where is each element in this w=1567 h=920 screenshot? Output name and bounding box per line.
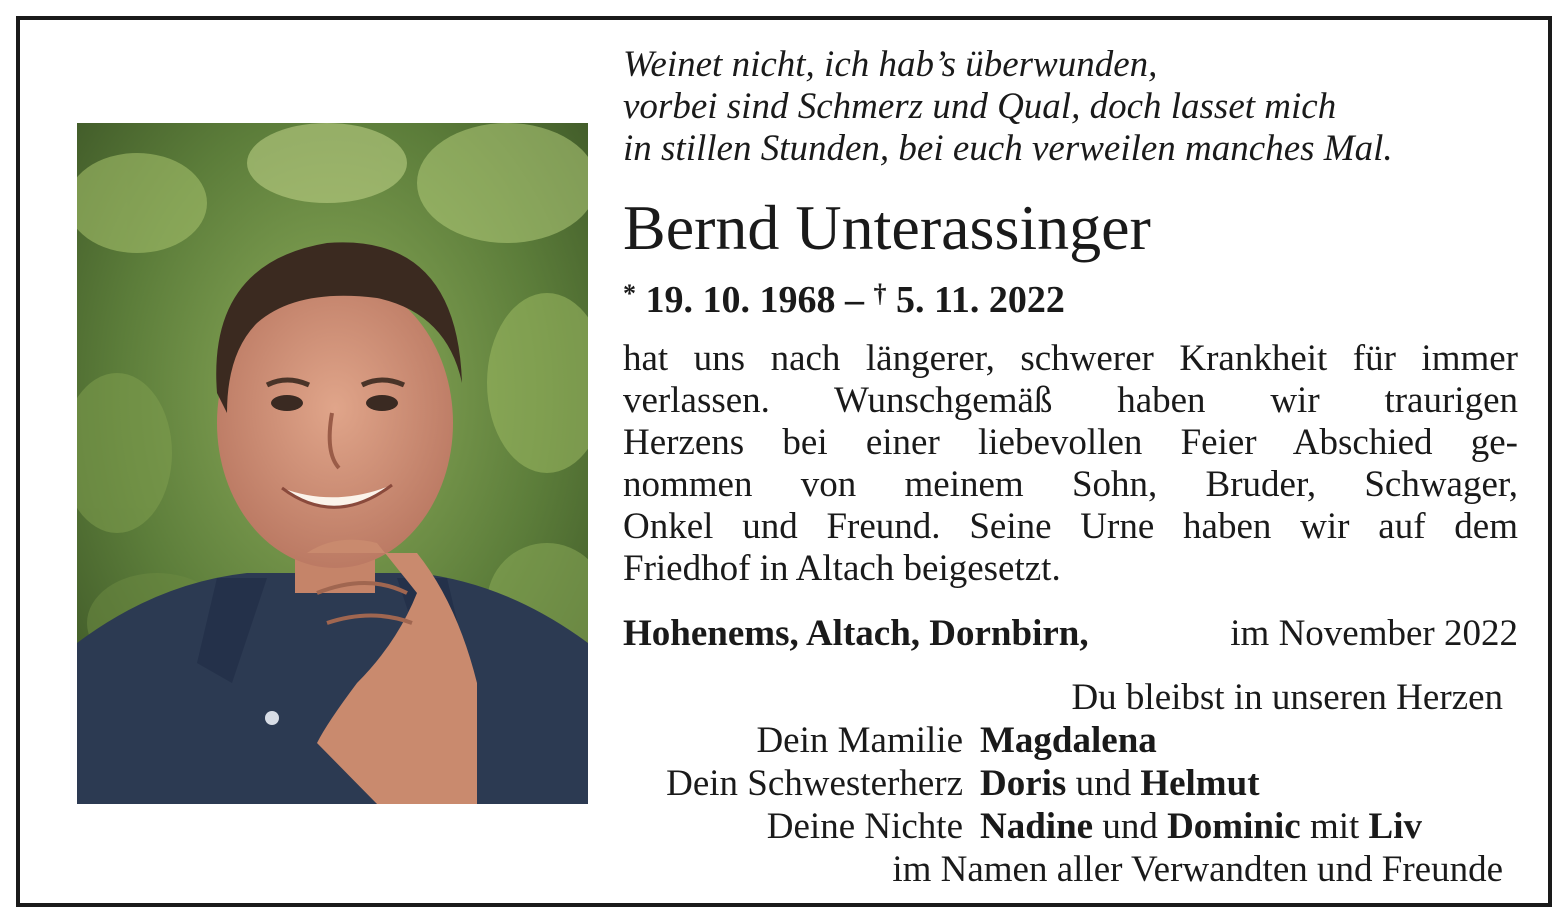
birth-symbol: *: [623, 279, 636, 308]
text-line: Onkel und Freund. Seine Urne haben wir auf dem: [623, 506, 1518, 547]
month-year: im November 2022: [1230, 613, 1518, 654]
relative-names: [980, 719, 1157, 762]
date-separator: –: [845, 279, 864, 321]
signature-block: [20, 676, 1548, 891]
relative-names: [980, 762, 1260, 805]
text-line: Friedhof in Altach beigesetzt.: [623, 548, 1061, 589]
conjunction: mit: [1300, 806, 1369, 847]
text-line: Herzens bei einer liebevollen Feier Abschied ge-: [623, 422, 1518, 463]
announcement-text: [623, 338, 1518, 590]
towns: Hohenems, Altach, Dornbirn,: [623, 613, 1089, 654]
text-line: hat uns nach längerer, schwerer Krankheit für immer: [623, 338, 1518, 379]
relative-name: Doris: [980, 763, 1067, 804]
relation: Deine Nichte: [766, 806, 963, 847]
relative-names: [980, 805, 1422, 848]
signature-row: [20, 719, 1548, 762]
life-dates: [623, 272, 1065, 322]
deceased-name: Bernd Unterassinger: [623, 192, 1151, 263]
birth-date: 19. 10. 1968: [645, 279, 836, 321]
poem-line: in stillen Stunden, bei euch verweilen manches Mal.: [623, 128, 1393, 169]
signature-closing: im Namen aller Verwandten und Freunde: [892, 849, 1503, 890]
text-line: verlassen. Wunschgemäß haben wir traurigen: [623, 380, 1518, 421]
poem-line: vorbei sind Schmerz und Qual, doch lasset mich: [623, 86, 1337, 127]
relation: Dein Mamilie: [756, 720, 963, 761]
text-line: nommen von meinem Sohn, Bruder, Schwager,: [623, 464, 1518, 505]
poem: [623, 44, 1523, 170]
relation: Dein Schwesterherz: [666, 763, 963, 804]
death-date: 5. 11. 2022: [896, 279, 1065, 321]
place-date: [623, 613, 1518, 655]
signature-row: [20, 805, 1548, 848]
relative-name: Nadine: [980, 806, 1094, 847]
signature-row: [20, 762, 1548, 805]
poem-line: Weinet nicht, ich hab’s überwunden,: [623, 44, 1158, 85]
obituary-frame: [16, 16, 1552, 907]
conjunction: und: [1066, 763, 1141, 804]
relative-name: Liv: [1368, 806, 1422, 847]
signature-intro: Du bleibst in unseren Herzen: [1071, 677, 1503, 718]
relative-name: Dominic: [1167, 806, 1301, 847]
relative-name: Helmut: [1140, 763, 1260, 804]
relative-name: Magdalena: [980, 720, 1157, 761]
death-symbol: †: [873, 279, 887, 308]
conjunction: und: [1093, 806, 1168, 847]
